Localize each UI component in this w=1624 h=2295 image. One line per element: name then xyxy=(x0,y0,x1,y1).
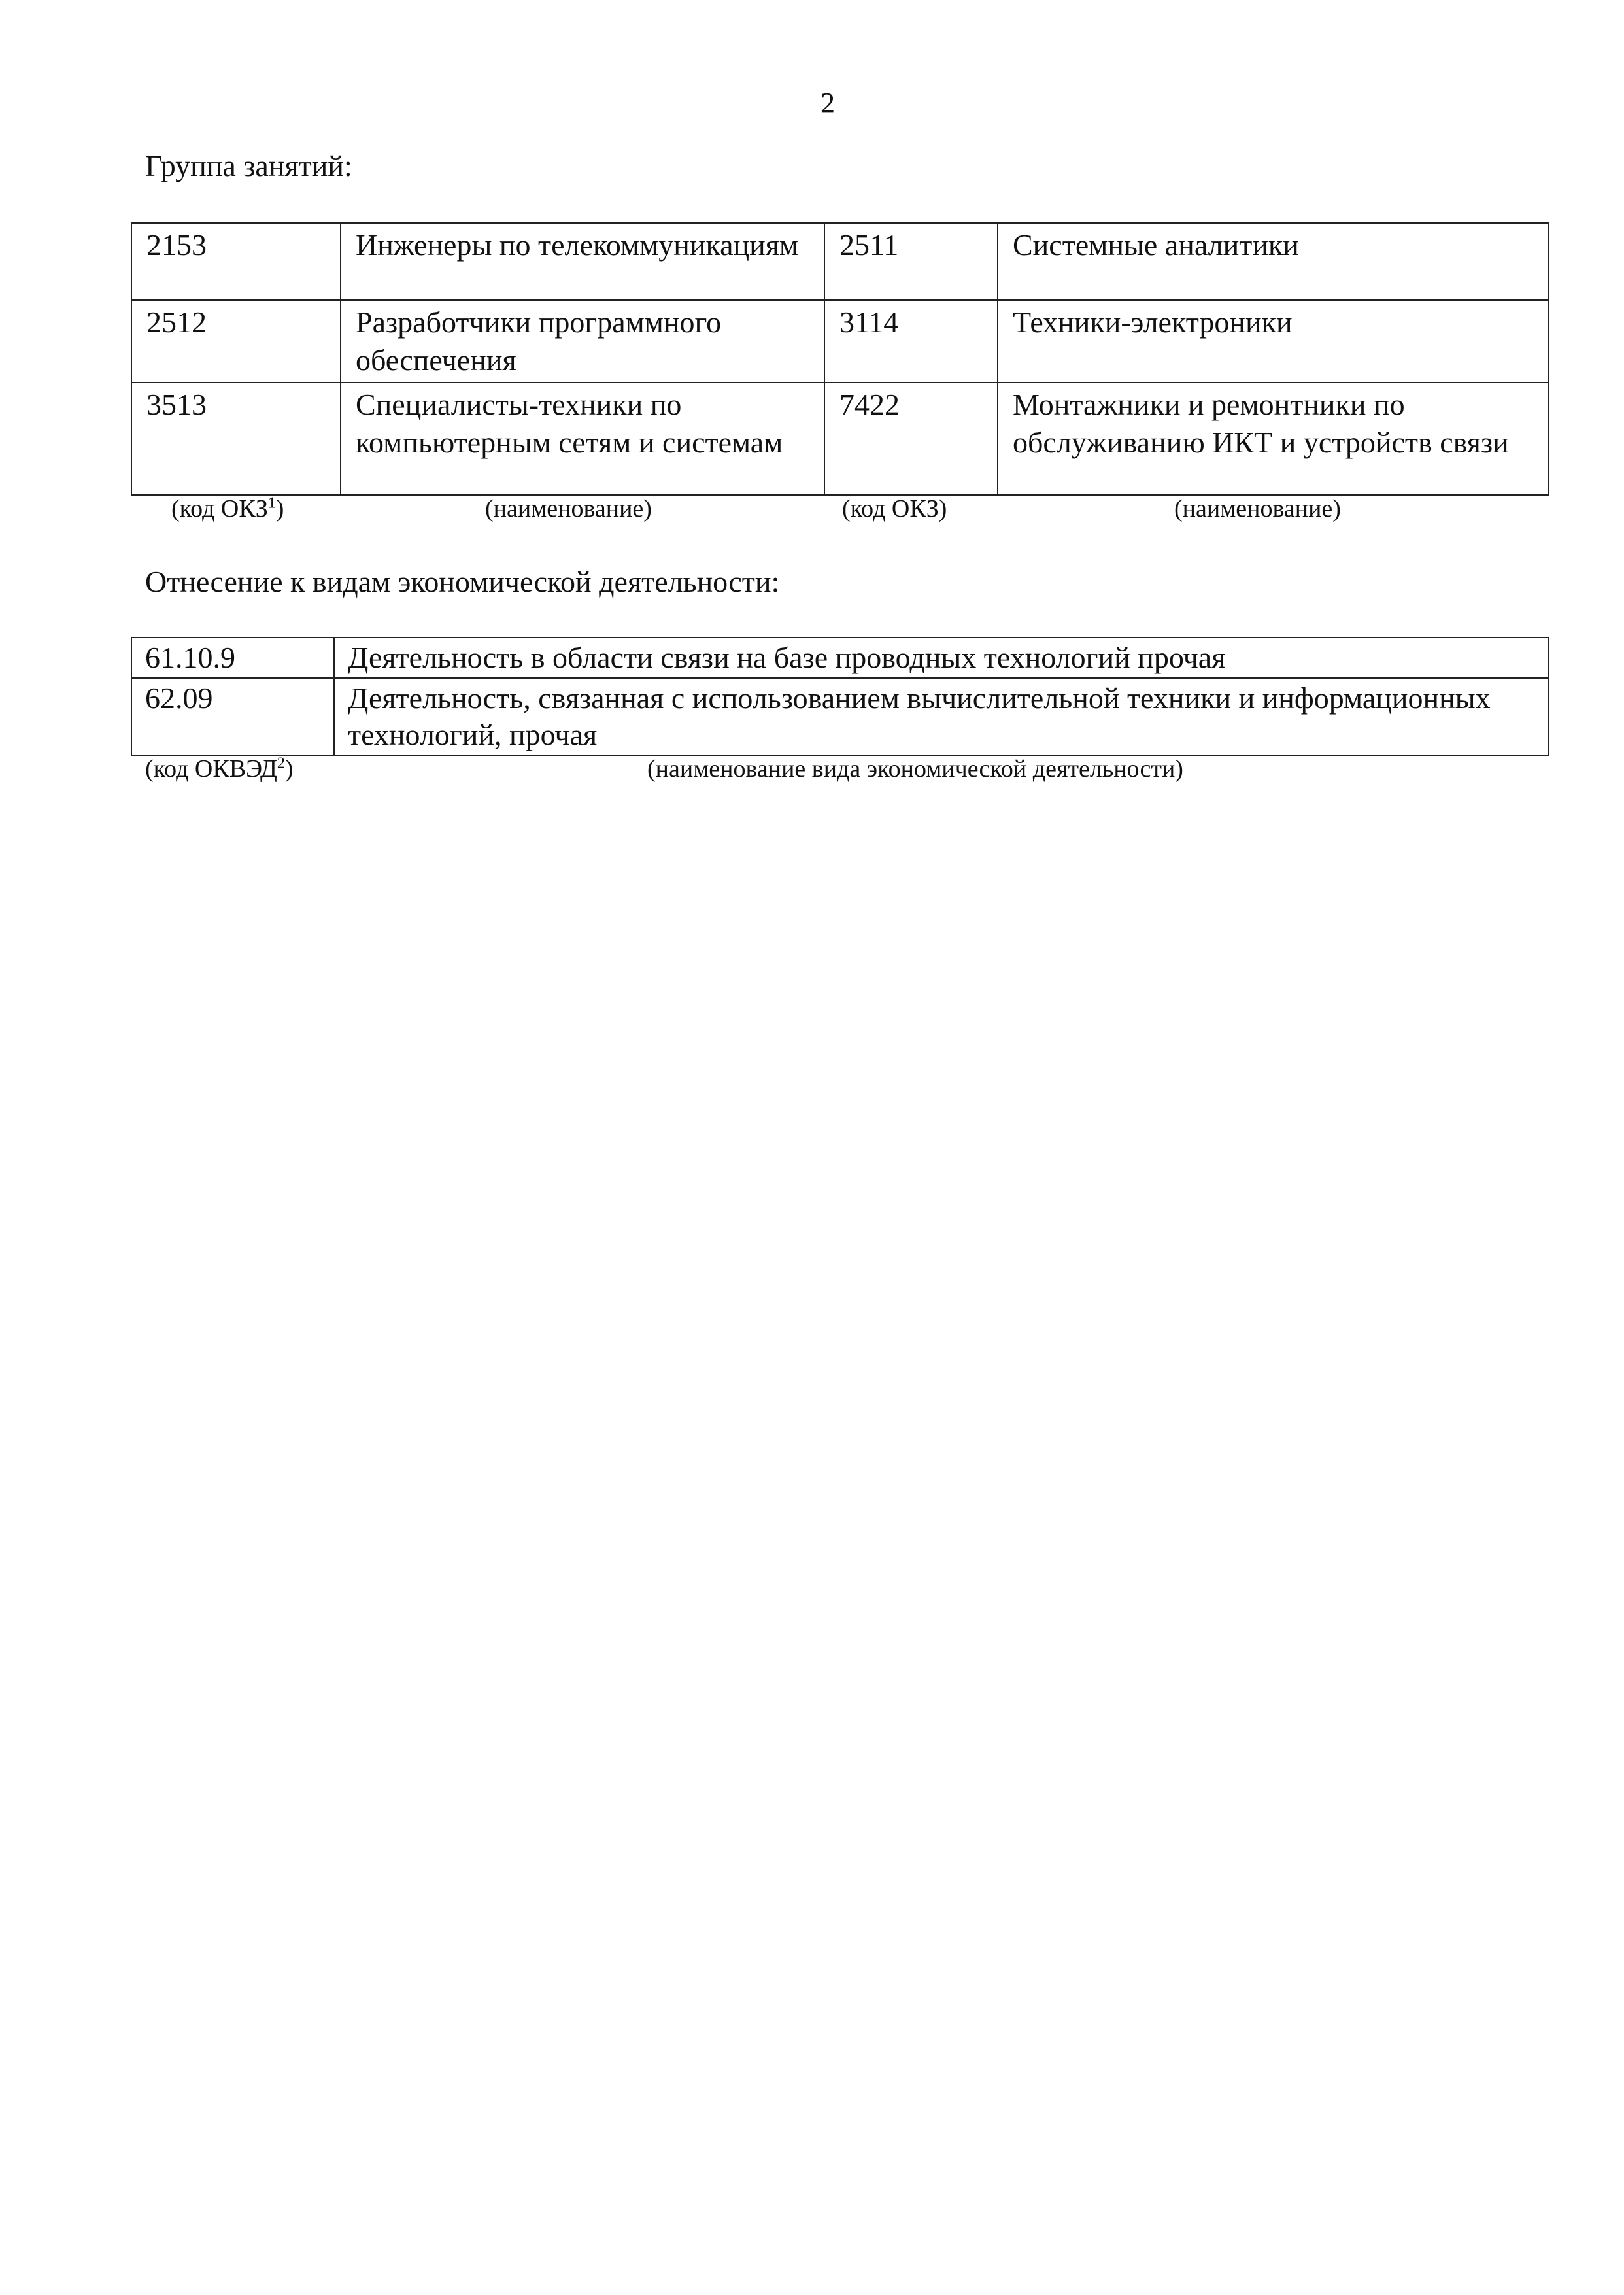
okved-name-cell: Деятельность, связанная с использованием вычислительной техники и информационных технологий, прочая xyxy=(334,678,1549,755)
table-row xyxy=(131,638,1549,678)
okz-code-cell: 3114 xyxy=(824,300,998,382)
economic-activity-heading: Отнесение к видам экономической деятельности: xyxy=(145,565,780,598)
table-row xyxy=(131,382,1549,495)
okz-code-cell: 2153 xyxy=(131,223,341,300)
okz-code-cell: 2512 xyxy=(131,300,341,382)
okz-name-cell: Монтажники и ремонтники по обслуживанию ИКТ и устройств связи xyxy=(998,382,1549,495)
table-row xyxy=(131,678,1549,755)
okz-name-caption-2: (наименование) xyxy=(1174,495,1341,522)
okz-name-cell: Техники-электроники xyxy=(998,300,1549,382)
okz-name-cell: Разработчики программного обеспечения xyxy=(341,300,824,382)
okz-code-cell: 2511 xyxy=(824,223,998,300)
footnote-marker: 2 xyxy=(277,755,285,772)
okz-name-cell: Специалисты-техники по компьютерным сетям и системам xyxy=(341,382,824,495)
okved-code-cell: 62.09 xyxy=(131,678,334,755)
table-row xyxy=(131,300,1549,382)
okz-name-cell: Инженеры по телекоммуникациям xyxy=(341,223,824,300)
okved-name-cell: Деятельность в области связи на базе проводных технологий прочая xyxy=(334,638,1549,678)
occupation-group-table xyxy=(131,222,1549,496)
okz-name-cell: Системные аналитики xyxy=(998,223,1549,300)
economic-activity-table xyxy=(131,637,1549,756)
okz-code-caption: (код ОКЗ$^1$) xyxy=(171,494,284,522)
page-number: 2 xyxy=(820,87,835,119)
footnote-marker: 1 xyxy=(267,494,276,512)
okved-code-cell: 61.10.9 xyxy=(131,638,334,678)
okz-code-cell: 3513 xyxy=(131,382,341,495)
okz-code-caption-2: (код ОКЗ) xyxy=(842,495,947,522)
okved-name-caption: (наименование вида экономической деятельности) xyxy=(647,755,1183,783)
okved-code-caption: (код ОКВЭД$^2$) xyxy=(145,755,294,783)
table-row xyxy=(131,223,1549,300)
okz-name-caption: (наименование) xyxy=(485,495,652,522)
okz-code-cell: 7422 xyxy=(824,382,998,495)
occupation-group-heading: Группа занятий: xyxy=(145,149,352,182)
